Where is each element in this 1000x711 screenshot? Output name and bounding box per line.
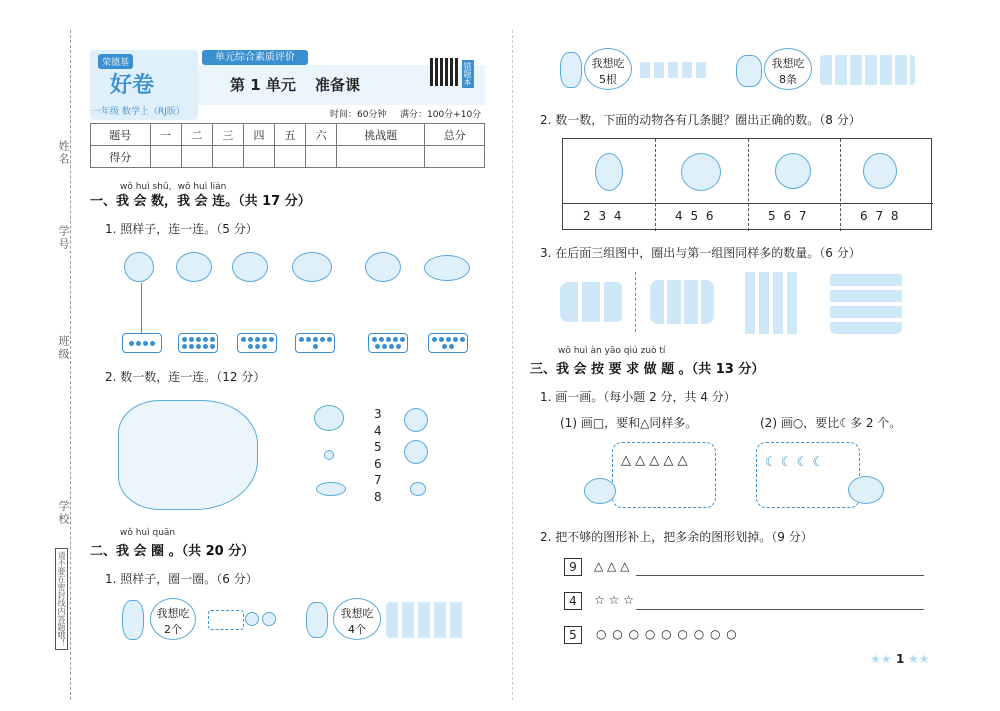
balls-group[interactable] [650,280,714,324]
bubble-count: 4个 [348,623,366,636]
triangles: △ △ △ △ △ [621,453,688,468]
row-number: 5 [564,626,582,644]
example-line [141,283,142,333]
leg-options[interactable]: 4 5 6 [675,209,716,223]
apple-icon[interactable] [262,612,276,626]
chick-icon [595,153,623,191]
answer-line[interactable] [636,575,924,576]
dots-8[interactable] [237,333,277,353]
speech-bubble [333,598,381,640]
horse-icon [681,153,721,191]
unit-title: 准备课 [315,76,361,94]
th: 总分 [425,124,485,146]
s2-q1: 1. 照样子，圈一圈。（6 分） [105,572,258,586]
bubble-count: 5根 [599,73,617,86]
bubble-text: 我想吃 [340,607,374,620]
row-number: 9 [564,558,582,576]
score-table [90,123,485,168]
leg-options[interactable]: 6 7 8 [860,209,901,223]
banner: 单元综合素质评价 [202,50,308,65]
cups-picture [365,252,401,282]
draw-box-1[interactable] [612,442,716,508]
rabbit-icon [560,52,582,88]
bubble-count: 2个 [164,623,182,636]
dots-4[interactable] [122,333,162,353]
dots-9[interactable] [368,333,408,353]
binding-line [70,30,71,700]
row-number: 4 [564,592,582,610]
score-cell[interactable] [274,146,305,168]
girl-icon [122,600,144,640]
number[interactable]: 3 [374,407,382,421]
name-label: 姓名 [57,140,70,166]
score-cell[interactable] [212,146,243,168]
th: 一 [150,124,181,146]
spider-icon [863,153,897,189]
s1-title: 一、我 会 数，我 会 连。（共 17 分） [90,194,311,209]
seal-note: 请不要在密封线内答题哦！ [55,548,68,650]
fold-line [512,30,513,700]
tree-icon [404,440,428,464]
answer-line[interactable] [636,609,924,610]
candies-picture [292,252,332,282]
logo: 好卷 [110,73,155,98]
monkey-icon [306,602,328,638]
s1-q1: 1. 照样子，连一连。（5 分） [105,222,258,236]
score-cell[interactable] [150,146,181,168]
row-shapes: ○ ○ ○ ○ ○ ○ ○ ○ ○ [596,627,738,641]
grade: 一年级 数学上（RJ版） [92,107,185,117]
fish-picture[interactable] [820,55,915,85]
legs-table [562,138,932,230]
example-circle [208,610,244,630]
th: 二 [181,124,212,146]
cakes-picture [424,255,470,281]
ladybug-icon [775,153,811,189]
class-label: 班级 [57,335,70,361]
brand: 荣德基 [98,54,133,69]
s1-q2: 2. 数一数，连一连。（12 分） [105,370,266,384]
number[interactable]: 5 [374,440,382,454]
frog-icon [410,482,426,496]
row-shapes: ☆ ☆ ☆ [594,593,634,607]
tree-icon [404,408,428,432]
score-cell[interactable] [306,146,337,168]
number[interactable]: 8 [374,489,382,504]
peaches-picture[interactable] [386,602,466,638]
draw-box-2[interactable] [756,442,860,508]
th: 六 [306,124,337,146]
s3-q1a: (1) 画□，要和△同样多。 [560,416,698,430]
th: 五 [274,124,305,146]
page-stars-left: ★★ [870,652,892,666]
page-number: 1 [896,652,905,666]
dots-6[interactable] [295,333,335,353]
page-stars-right: ★★ [908,652,930,666]
fish-picture [232,252,268,282]
unit: 第 1 单元 [230,76,296,94]
group-divider [635,272,636,332]
scene-picture [118,400,258,510]
number[interactable]: 6 [374,456,382,471]
number-column [374,406,382,505]
moons: ☾ ☾ ☾ ☾ [765,455,825,470]
score-row-label: 得分 [91,146,151,168]
school-label: 学校 [57,500,70,526]
s3-q1b: (2) 画○，要比☾多 2 个。 [760,416,902,430]
leg-options[interactable]: 2 3 4 [583,209,624,223]
header [90,50,485,120]
s3-q2: 2. 把不够的图形补上，把多余的图形划掉。（9 分） [540,530,813,544]
bubble-text: 我想吃 [591,57,625,70]
speech-bubble [584,48,632,90]
qr-code [430,58,458,86]
cat-icon [848,476,884,504]
hearts-picture [124,252,154,282]
apple-icon[interactable] [245,612,259,626]
s2-pinyin: wǒ huì quān [120,528,176,538]
right-q3: 3. 在后面三组图中，圈出与第一组图同样多的数量。（6 分） [540,246,861,260]
th: 题号 [91,124,151,146]
th: 挑战题 [337,124,425,146]
s3-pinyin: wǒ huì àn yāo qiú zuò tí [558,346,666,356]
row-shapes: △ △ △ [594,559,630,573]
right-q2: 2. 数一数，下面的动物各有几条腿？圈出正确的数。（8 分） [540,113,861,127]
id-label: 学号 [57,225,70,251]
number[interactable]: 7 [374,473,382,487]
bottles-group[interactable] [745,272,797,334]
time: 时间：60分钟 [330,110,387,120]
carrots-picture[interactable] [640,62,710,78]
butterfly-icon [324,450,334,460]
s3-title: 三、我 会 按 要 求 做 题 。（共 13 分） [530,362,765,377]
speech-bubble [764,48,812,90]
th: 四 [243,124,274,146]
snails-group[interactable] [830,272,902,334]
score-cell[interactable] [243,146,274,168]
s3-q1: 1. 画一画。（每小题 2 分，共 4 分） [540,390,736,404]
score-cell[interactable] [181,146,212,168]
bubble-text: 我想吃 [156,607,190,620]
leg-options[interactable]: 5 6 7 [768,209,809,223]
cat-icon [736,55,762,87]
clouds-group [560,282,624,322]
s1-pinyin: wǒ huì shǔ，wǒ huì lián [120,182,227,192]
score-cell[interactable] [425,146,485,168]
watermelon-picture [176,252,212,282]
mushroom-icon [314,405,344,431]
dots-10[interactable] [178,333,218,353]
score-cell[interactable] [337,146,425,168]
full-score: 满分：100分+10分 [400,110,482,120]
cat-icon [584,478,616,504]
bubble-text: 我想吃 [771,57,805,70]
number[interactable]: 4 [374,423,382,438]
th: 三 [212,124,243,146]
speech-bubble [150,598,196,640]
lilypad-icon [316,482,346,496]
qr-label: 错题本 [463,62,472,86]
dots-7[interactable] [428,333,468,353]
s2-title: 二、我 会 圈 。（共 20 分） [90,544,255,559]
bubble-count: 8条 [779,73,797,86]
